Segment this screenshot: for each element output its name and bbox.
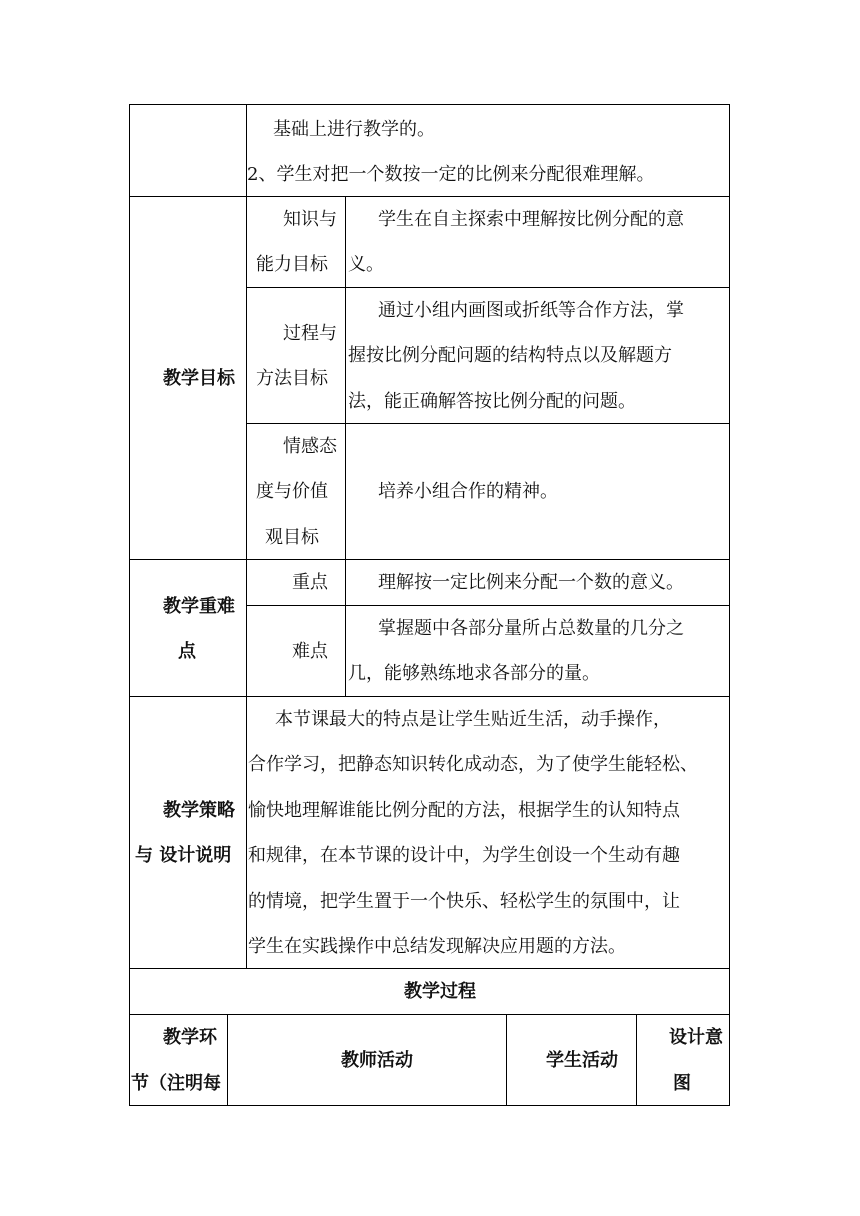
prev-line-1: 基础上进行教学的。 <box>273 119 435 140</box>
strategy-text-6: 学生在实践操作中总结发现解决应用题的方法。 <box>248 936 626 957</box>
rule <box>129 696 730 697</box>
strategy-label-2: 与 设计说明 <box>135 845 232 866</box>
strategy-text-3: 愉快地理解谁能比例分配的方法，根据学生的认知特点 <box>248 800 680 821</box>
process-header: 教学过程 <box>404 981 476 1002</box>
col-intent-2: 图 <box>673 1073 691 1094</box>
col-intent-1: 设计意 <box>669 1027 723 1048</box>
rule <box>129 1105 730 1106</box>
rule <box>227 1014 228 1106</box>
knowledge-label-1: 知识与 <box>283 209 337 230</box>
knowledge-label-2: 能力目标 <box>256 254 328 275</box>
rule <box>636 1014 637 1106</box>
strategy-label-1: 教学策略 <box>163 800 235 821</box>
strategy-text-5: 的情境，把学生置于一个快乐、轻松学生的氛围中，让 <box>248 891 680 912</box>
strategy-text-4: 和规律，在本节课的设计中，为学生创设一个生动有趣 <box>248 845 680 866</box>
rule <box>246 605 730 606</box>
col-teacher: 教师活动 <box>341 1050 413 1071</box>
process-label-1: 过程与 <box>283 323 337 344</box>
difficult-text-2: 几，能够熟练地求各部分的量。 <box>348 663 600 684</box>
col-stage-1: 教学环 <box>163 1027 217 1048</box>
rule <box>506 1014 507 1106</box>
rule <box>129 968 730 969</box>
strategy-text-1: 本节课最大的特点是让学生贴近生活，动手操作， <box>275 709 671 730</box>
knowledge-text-2: 义。 <box>348 254 384 275</box>
rule <box>129 104 730 105</box>
rule <box>246 104 247 969</box>
keypoints-label-1: 教学重难 <box>163 596 235 617</box>
process-text-1: 通过小组内画图或折纸等合作方法，掌 <box>378 300 684 321</box>
difficult-label: 难点 <box>292 641 328 662</box>
knowledge-text-1: 学生在自主探索中理解按比例分配的意 <box>378 209 684 230</box>
strategy-text-2: 合作学习，把静态知识转化成动态，为了使学生能轻松、 <box>248 754 698 775</box>
emotion-text: 培养小组合作的精神。 <box>378 481 558 502</box>
rule <box>345 196 346 697</box>
process-label-2: 方法目标 <box>256 368 328 389</box>
emotion-label-3: 观目标 <box>265 527 319 548</box>
rule <box>129 104 130 1106</box>
rule <box>129 1014 730 1015</box>
key-label: 重点 <box>292 572 328 593</box>
col-stage-2: 节（注明每 <box>131 1073 221 1094</box>
prev-line-2: 2、学生对把一个数按一定的比例来分配很难理解。 <box>247 164 655 185</box>
rule <box>729 104 730 1106</box>
rule <box>246 423 730 424</box>
rule <box>129 559 730 560</box>
emotion-label-1: 情感态 <box>283 436 337 457</box>
goals-label: 教学目标 <box>163 368 235 389</box>
difficult-text-1: 掌握题中各部分量所占总数量的几分之 <box>378 618 684 639</box>
process-text-2: 握按比例分配问题的结构特点以及解题方 <box>348 345 672 366</box>
rule <box>129 196 730 197</box>
emotion-label-2: 度与价值 <box>256 481 328 502</box>
col-student: 学生活动 <box>546 1050 618 1071</box>
rule <box>246 287 730 288</box>
process-text-3: 法，能正确解答按比例分配的问题。 <box>348 391 636 412</box>
key-text: 理解按一定比例来分配一个数的意义。 <box>378 572 684 593</box>
keypoints-label-2: 点 <box>178 641 196 662</box>
